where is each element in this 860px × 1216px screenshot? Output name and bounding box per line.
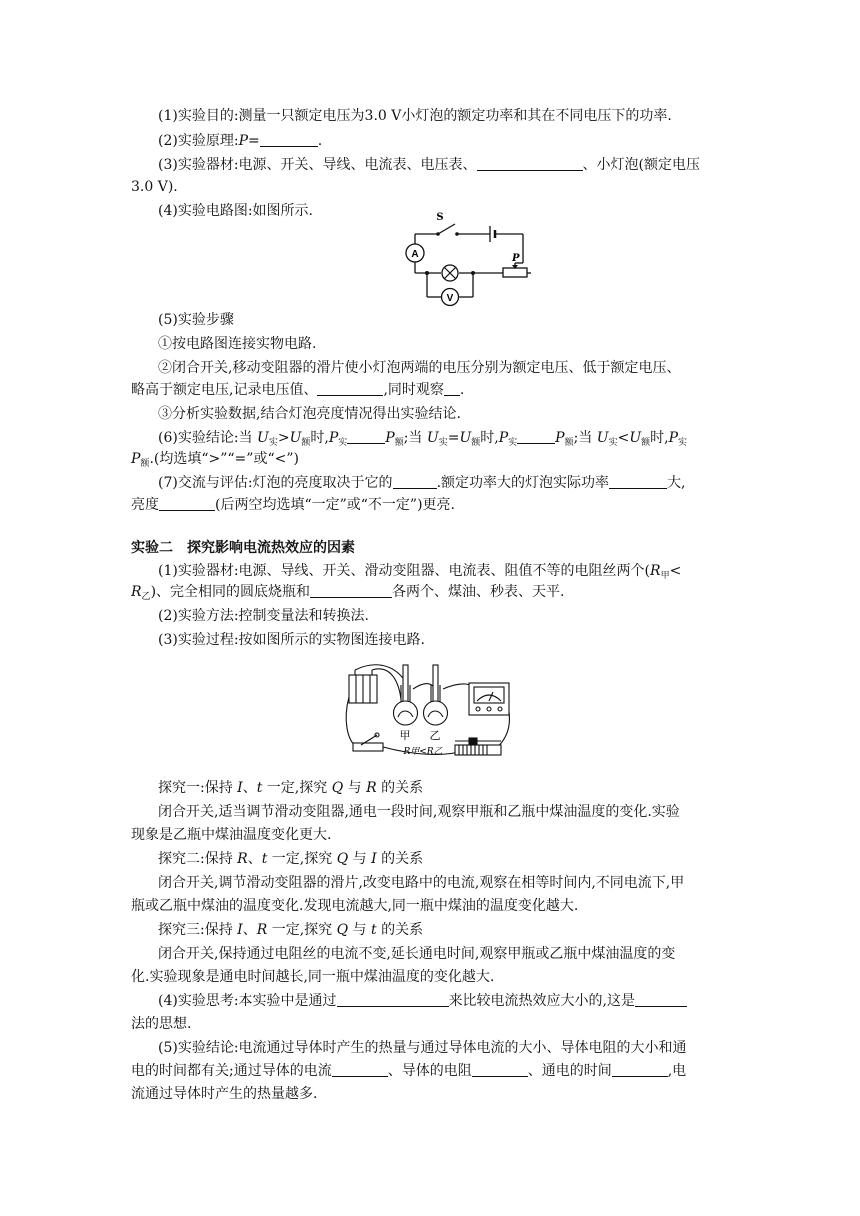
explore3-text: 闭合开关,保持通过电阻丝的电流不变,延长通电时间,观察甲瓶或乙瓶中煤油温度的变 xyxy=(158,946,676,962)
blank-observe[interactable] xyxy=(444,381,460,396)
flask-jia-label: 甲 xyxy=(399,729,411,742)
exp1-item7-cont: 亮度 (后两空均选填“一定”或“不一定”)更亮. xyxy=(131,497,456,513)
exp1-step1: ①按电路图连接实物电路. xyxy=(158,336,317,352)
exp2-item3: (3)实验过程:按如图所示的实物图连接电路. xyxy=(158,632,425,648)
blank-principle[interactable] xyxy=(260,132,318,147)
slider-label: P xyxy=(512,253,520,264)
exp2-item5: (5)实验结论:电流通过导体时产生的热量与通过导体电流的大小、导体电阻的大小和通 xyxy=(158,1040,687,1056)
blank-compare-2[interactable] xyxy=(517,429,555,444)
blank-current[interactable] xyxy=(332,1062,388,1077)
blank-equipment[interactable] xyxy=(477,156,583,171)
circuit-diagram xyxy=(395,208,540,308)
exp1-item6: (6)实验结论:当 $U_实>U_额$时$,P_实$ $P_额$;当 $U_实=U_额$时$,P_实$ $P_额$;当 $U_实<U_额$时$,P_实$ xyxy=(158,430,688,448)
exp1-item2: (2)实验原理:P= . xyxy=(158,133,323,149)
blank-compare-method[interactable] xyxy=(337,992,449,1007)
explore1-title: 探究一:保持 I、t 一定,探究 Q 与 R 的关系 xyxy=(158,780,424,796)
blank-method-name[interactable] xyxy=(635,992,687,1007)
exp1-step2: ②闭合开关,移动变阻器的滑片使小灯泡两端的电压分别为额定电压、低于额定电压、 xyxy=(158,360,681,376)
exp1-step2-cont: 略高于额定电压,记录电压值、 ,同时观察 . xyxy=(131,382,465,398)
exp2-item1: (1)实验器材:电源、导线、开关、滑动变阻器、电流表、阻值不等的电阻丝两个($R_甲<$ xyxy=(158,563,682,581)
resistance-relation: R甲<R乙 xyxy=(403,747,443,757)
apparatus-figure xyxy=(343,659,518,769)
explore2-title: 探究二:保持 R、t 一定,探究 Q 与 I 的关系 xyxy=(158,851,424,867)
explore1-text-cont: 现象是乙瓶中煤油温度变化更大. xyxy=(131,827,332,843)
exp1-item3: (3)实验器材:电源、开关、导线、电流表、电压表、 、小灯泡(额定电压 xyxy=(158,157,701,173)
blank-brightness[interactable] xyxy=(393,474,437,489)
exp1-item3-cont: 3.0 V). xyxy=(131,179,178,195)
blank-resistance[interactable] xyxy=(472,1062,528,1077)
exp1-step3: ③分析实验数据,结合灯泡亮度情况得出实验结论. xyxy=(158,406,461,422)
switch-label: S xyxy=(436,212,444,223)
explore3-text-cont: 化.实验现象是通电时间越长,同一瓶中煤油温度的变化越大. xyxy=(131,969,495,985)
explore1-text: 闭合开关,适当调节滑动变阻器,通电一段时间,观察甲瓶和乙瓶中煤油温度的变化.实验 xyxy=(158,804,680,820)
blank-thermometer[interactable] xyxy=(310,583,392,598)
exp2-item4-cont: 法的思想. xyxy=(131,1016,192,1032)
flask-yi-label: 乙 xyxy=(429,729,441,742)
blank-record[interactable] xyxy=(317,381,383,396)
exp2-title: 实验二 探究影响电流热效应的因素 xyxy=(131,540,355,556)
explore2-text-cont: 瓶或乙瓶中煤油的温度变化.发现电流越大,同一瓶中煤油的温度变化越大. xyxy=(131,898,579,914)
exp2-item5-cont2: 流通过导体时产生的热量越多. xyxy=(131,1086,318,1102)
exp2-item5-cont: 电的时间都有关;通过导体的电流 、导体的电阻 、通电的时间 ,电 xyxy=(131,1063,687,1079)
exp2-item4: (4)实验思考:本实验中是通过 来比较电流热效应大小的,这是 xyxy=(158,991,730,1011)
exp2-item1-cont: $R_乙$)、完全相同的圆底烧瓶和 各两个、煤油、秒表、天平. xyxy=(131,584,565,602)
exp1-item6-cont: $P_额$.(均选填“>”“=”或“<”) xyxy=(131,451,299,469)
voltmeter-label: V xyxy=(446,293,454,304)
exp1-item4: (4)实验电路图:如图所示. xyxy=(158,203,313,219)
exp1-item7: (7)交流与评估:灯泡的亮度取决于它的 .额定功率大的灯泡实际功率 大, xyxy=(158,475,686,491)
explore3-title: 探究三:保持 I、R 一定,探究 Q 与 t 的关系 xyxy=(158,922,424,938)
exp1-item1: (1)实验目的:测量一只额定电压为3.0 V小灯泡的额定功率和其在不同电压下的功率. xyxy=(158,108,672,124)
blank-compare-1[interactable] xyxy=(347,429,385,444)
blank-actual-power[interactable] xyxy=(609,474,667,489)
exp2-item2: (2)实验方法:控制变量法和转换法. xyxy=(158,608,369,624)
exp1-item5: (5)实验步骤 xyxy=(158,312,234,328)
explore2-text: 闭合开关,调节滑动变阻器的滑片,改变电路中的电流,观察在相等时间内,不同电流下,甲 xyxy=(158,875,685,891)
ammeter-label: A xyxy=(411,249,419,260)
blank-time[interactable] xyxy=(612,1062,668,1077)
blank-brighter[interactable] xyxy=(159,496,215,511)
